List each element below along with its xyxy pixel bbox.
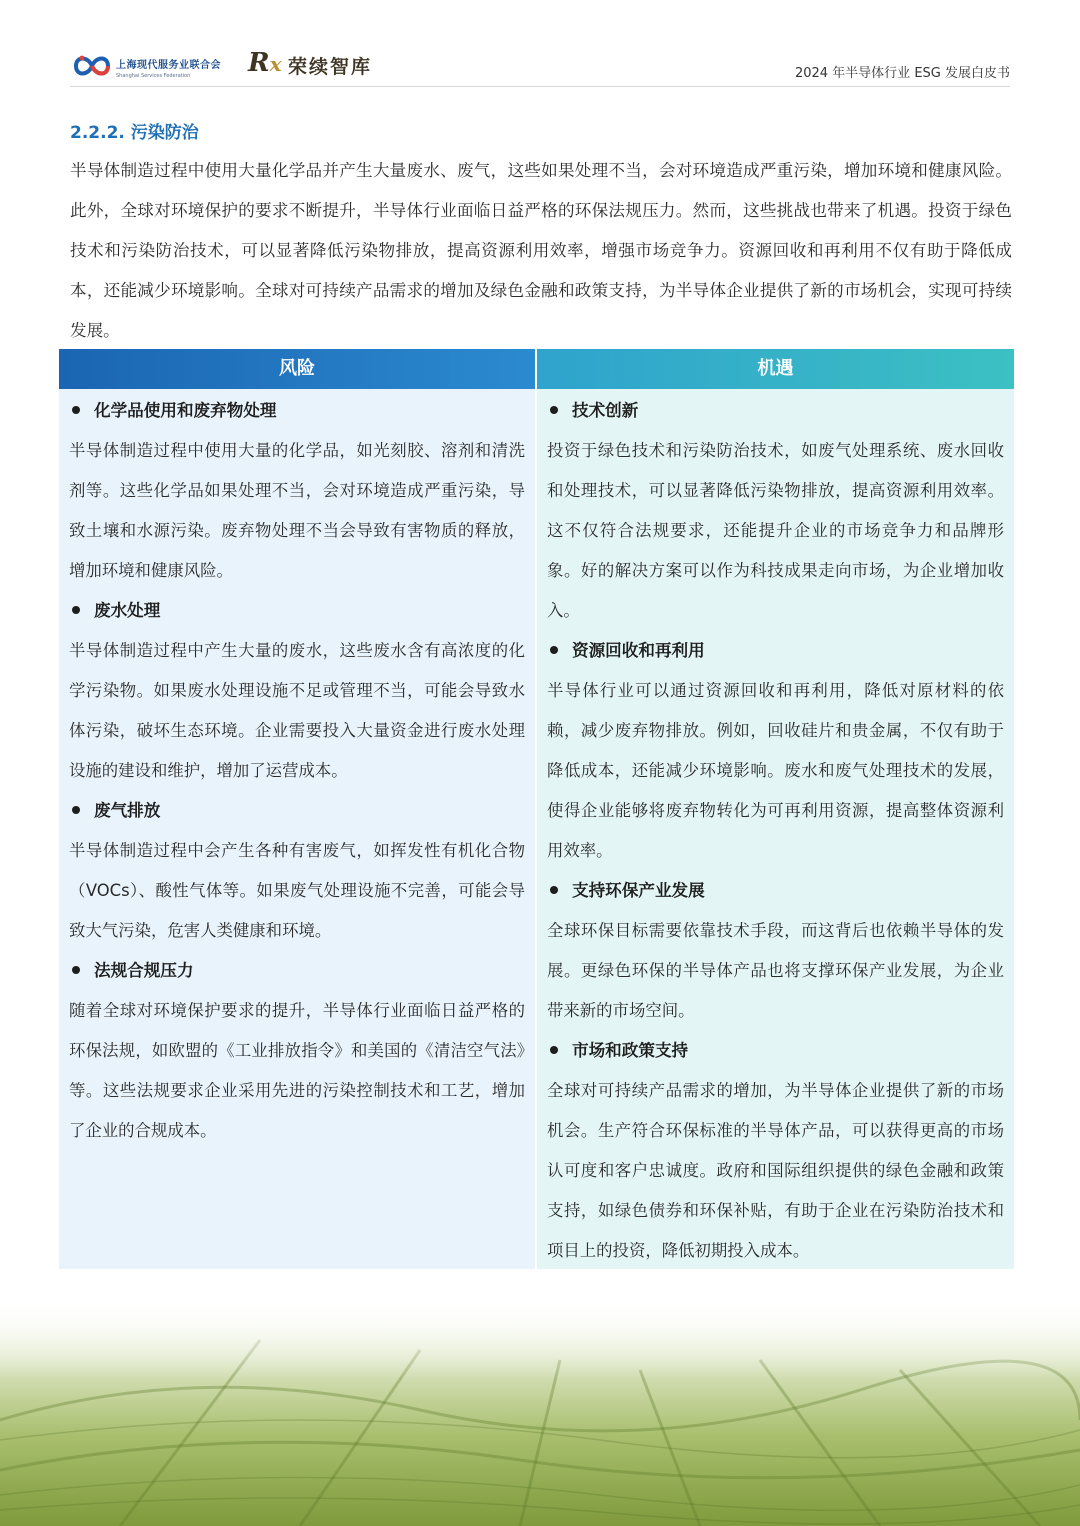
opportunity-item-text: 全球对可持续产品需求的增加，为半导体企业提供了新的市场机会。生产符合环保标准的半导体产品，可以获得更高的市场认可度和客户忠诚度。政府和国际组织提供的绿色金融和政策支持，如绿色债券和环保补贴，有助于企业在污染防治技术和项目上的投资，降低初期投入成本。 xyxy=(547,1081,1004,1260)
opportunity-item-text: 投资于绿色技术和污染防治技术，如废气处理系统、废水回收和处理技术，可以显著降低污染物排放，提高资源利用效率。这不仅符合法规要求，还能提升企业的市场竞争力和品牌形象。好的解决方案可以作为科技成果走向市场，为企业增加收入。 xyxy=(547,441,1004,620)
risk-item xyxy=(69,591,525,791)
risk-item xyxy=(69,391,525,591)
opportunity-item-text: 半导体行业可以通过资源回收和再利用，降低对原材料的依赖，减少废弃物排放。例如，回收硅片和贵金属，不仅有助于降低成本，还能减少环境影响。废水和废气处理技术的发展，使得企业能够将废弃物转化为可再利用资源，提高整体资源利用效率。 xyxy=(547,681,1004,860)
opportunity-item-title: 资源回收和再利用 xyxy=(572,641,705,660)
opportunity-item-title: 支持环保产业发展 xyxy=(572,881,705,900)
bullet-dot-icon xyxy=(72,606,80,614)
federation-name-cn: 上海现代服务业联合会 xyxy=(116,60,221,71)
bullet-dot-icon xyxy=(550,646,558,654)
page-header xyxy=(0,0,1080,90)
opportunity-item xyxy=(547,631,1004,871)
intro-paragraph: 半导体制造过程中使用大量化学品并产生大量废水、废气，这些如果处理不当，会对环境造成严重污染，增加环境和健康风险。此外，全球对环境保护的要求不断提升，半导体行业面临日益严格的环保法规压力。然而，这些挑战也带来了机遇。投资于绿色技术和污染防治技术，可以显著降低污染物排放，提高资源利用效率，增强市场竞争力。资源回收和再利用不仅有助于降低成本，还能减少环境影响。全球对可持续产品需求的增加及绿色金融和政策支持，为半导体企业提供了新的市场机会，实现可持续发展。 xyxy=(70,161,1012,340)
risk-item-text: 半导体制造过程中会产生各种有害废气，如挥发性有机化合物（VOCs）、酸性气体等。如果废气处理设施不完善，可能会导致大气污染，危害人类健康和环境。 xyxy=(69,841,525,940)
risk-opportunity-table xyxy=(59,349,1014,1269)
risk-item xyxy=(69,791,525,951)
bullet-dot-icon xyxy=(72,806,80,814)
federation-logo-icon xyxy=(72,50,112,82)
risk-item-title: 化学品使用和废弃物处理 xyxy=(94,401,277,420)
bullet-dot-icon xyxy=(550,1046,558,1054)
opportunity-column xyxy=(537,349,1014,1269)
bullet-dot-icon xyxy=(550,886,558,894)
section-heading: 2.2.2. 污染防治 xyxy=(70,123,199,143)
risk-list xyxy=(59,389,535,1151)
risk-item-text: 随着全球对环境保护要求的提升，半导体行业面临日益严格的环保法规，如欧盟的《工业排放指令》和美国的《清洁空气法》等。这些法规要求企业采用先进的污染控制技术和工艺，增加了企业的合规成本。 xyxy=(69,1001,525,1140)
bullet-dot-icon xyxy=(72,406,80,414)
federation-logo-text xyxy=(116,56,221,79)
rongxu-logo-text: 荣续智库 xyxy=(288,56,373,78)
federation-name-en: Shanghai Services Federation xyxy=(116,73,191,79)
risk-item xyxy=(69,951,525,1151)
farmland-background-image xyxy=(0,1300,1080,1526)
opportunity-item-title: 市场和政策支持 xyxy=(572,1041,689,1060)
risk-item-text: 半导体制造过程中产生大量的废水，这些废水含有高浓度的化学污染物。如果废水处理设施不足或管理不当，可能会导致水体污染，破坏生态环境。企业需要投入大量资金进行废水处理设施的建设和维护，增加了运营成本。 xyxy=(69,641,525,780)
bullet-dot-icon xyxy=(72,966,80,974)
risk-item-title: 法规合规压力 xyxy=(94,961,194,980)
opportunity-item xyxy=(547,871,1004,1031)
risk-item-text: 半导体制造过程中使用大量的化学品，如光刻胶、溶剂和清洗剂等。这些化学品如果处理不当，会对环境造成严重污染，导致土壤和水源污染。废弃物处理不当会导致有害物质的释放，增加环境和健康风险。 xyxy=(69,441,525,580)
risk-item-title: 废气排放 xyxy=(94,801,161,820)
rongxu-logo-icon: Rx xyxy=(248,48,282,78)
header-divider xyxy=(70,86,1010,87)
risk-item-title: 废水处理 xyxy=(94,601,161,620)
opportunity-item-title: 技术创新 xyxy=(572,401,639,420)
opportunity-item xyxy=(547,1031,1004,1271)
opportunity-item xyxy=(547,391,1004,631)
opportunity-header: 机遇 xyxy=(537,349,1014,389)
bullet-dot-icon xyxy=(550,406,558,414)
risk-column xyxy=(59,349,535,1269)
opportunity-item-text: 全球环保目标需要依靠技术手段，而这背后也依赖半导体的发展。更绿色环保的半导体产品也将支撑环保产业发展，为企业带来新的市场空间。 xyxy=(547,921,1004,1020)
risk-header: 风险 xyxy=(59,349,535,389)
opportunity-list xyxy=(537,389,1014,1271)
document-title: 2024 年半导体行业 ESG 发展白皮书 xyxy=(794,66,1010,81)
